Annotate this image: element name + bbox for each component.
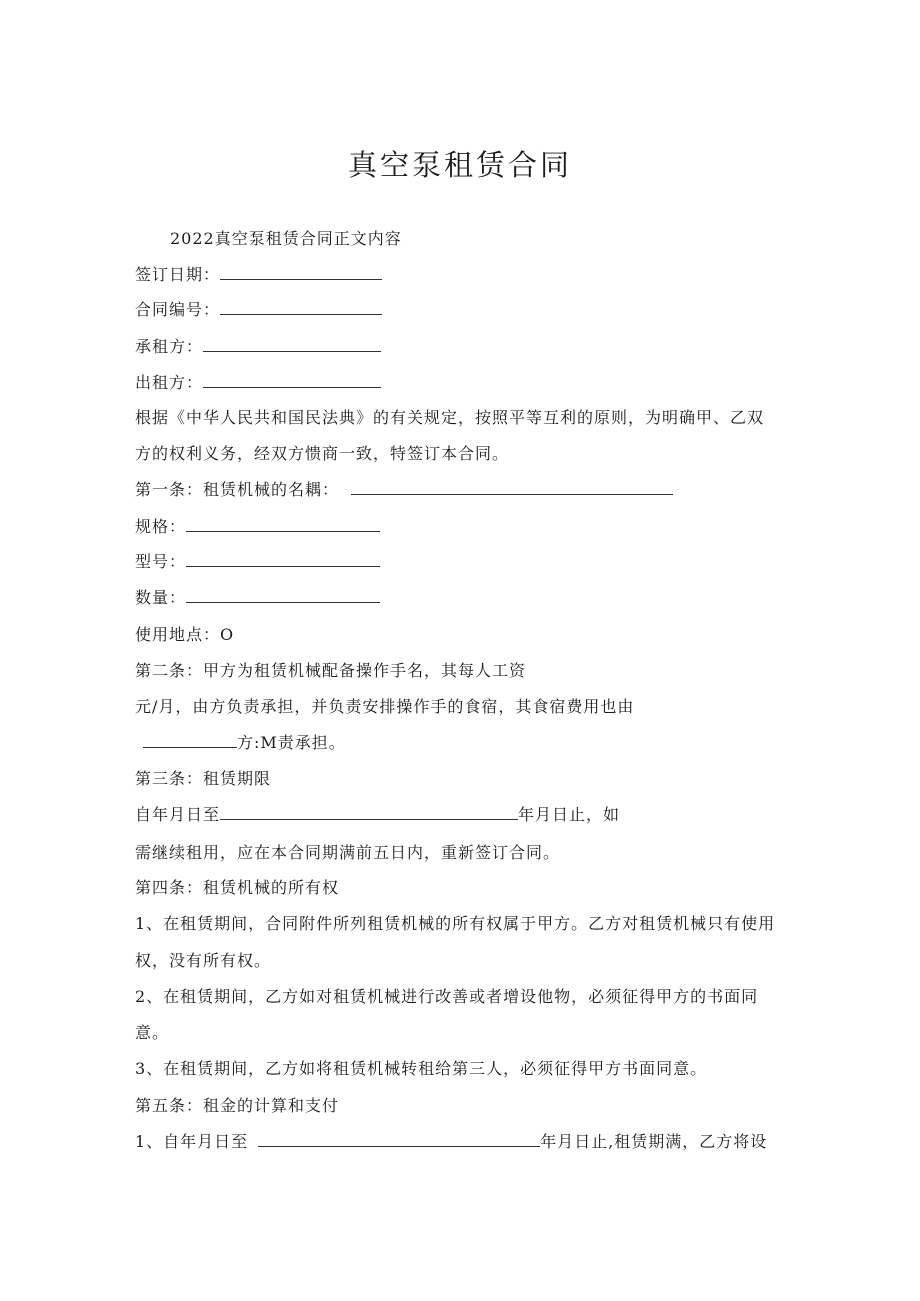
subtitle: 2022真空泵租赁合同正文内容 xyxy=(170,229,402,248)
article5-item1b: 年月日止,租赁期满，乙方将设 xyxy=(540,1132,768,1151)
spec-blank xyxy=(186,516,380,532)
sign-date-label: 签订日期： xyxy=(135,265,221,284)
rent-period-blank xyxy=(258,1131,540,1147)
lessor-row xyxy=(135,372,381,394)
sign-date-row xyxy=(135,264,382,286)
article4-item3: 3、在租赁期间，乙方如将租赁机械转租给第三人，必须征得甲方书面同意。 xyxy=(135,1059,708,1078)
article2-line-3-row xyxy=(143,732,346,754)
location-row: 使用地点：O xyxy=(135,625,235,644)
machine-name-blank xyxy=(351,479,673,495)
model-row xyxy=(135,551,380,573)
article2-line-1: 第二条：甲方为租赁机械配备操作手名，其每人工资 xyxy=(135,661,527,680)
article4-item2-line1: 2、在租赁期间，乙方如对租赁机械进行改善或者增设他物，必须征得甲方的书面同 xyxy=(135,987,759,1006)
lessee-row xyxy=(135,336,381,358)
model-label: 型号： xyxy=(135,552,187,571)
document-title: 真空泵租赁合同 xyxy=(347,148,572,182)
sign-date-blank xyxy=(220,264,382,280)
spec-row xyxy=(135,516,380,538)
article3-line-1-row xyxy=(135,804,620,826)
quantity-label: 数量： xyxy=(135,588,187,607)
article4-item1-line2: 权，没有所有权。 xyxy=(135,951,272,970)
article1-heading: 第一条：租赁机械的名耦： xyxy=(135,480,340,499)
intro-line-1: 根据《中华人民共和国民法典》的有关规定，按照平等互利的原则，为明确甲、乙双 xyxy=(135,408,765,427)
lessee-label: 承租方： xyxy=(135,337,204,356)
lease-period-blank xyxy=(220,804,518,820)
article3-line-1a: 自年月日至 xyxy=(135,805,221,824)
contract-no-label: 合同编号： xyxy=(135,300,221,319)
quantity-row xyxy=(135,587,380,609)
article2-line-2: 元/月，由方负责承担，并负责安排操作手的食宿，其食宿费用也由 xyxy=(135,697,635,716)
article4-item1-line1: 1、在租赁期间，合同附件所列租赁机械的所有权属于甲方。乙方对租赁机械只有使用 xyxy=(135,914,776,933)
article1-heading-row xyxy=(135,479,673,501)
contract-no-blank xyxy=(220,299,382,315)
article5-heading: 第五条：租金的计算和支付 xyxy=(135,1096,340,1115)
article3-line-2: 需继续租用，应在本合同期满前五日内，重新签订合同。 xyxy=(135,843,561,862)
article3-heading: 第三条：租赁期限 xyxy=(135,769,272,788)
article3-line-1b: 年月日止，如 xyxy=(518,805,621,824)
article4-item2-line2: 意。 xyxy=(135,1023,170,1042)
lessee-blank xyxy=(203,336,381,352)
article5-item1-row xyxy=(135,1131,767,1153)
contract-no-row xyxy=(135,299,382,321)
intro-line-2: 方的权利义务，经双方愦商一致，特签订本合同。 xyxy=(135,444,510,463)
lessor-label: 出租方： xyxy=(135,373,204,392)
lessor-blank xyxy=(203,372,381,388)
article4-heading: 第四条：租赁机械的所有权 xyxy=(135,878,340,897)
article2-line-3: 方:M责承担。 xyxy=(237,733,346,752)
responsible-party-blank xyxy=(143,732,237,748)
spec-label: 规格： xyxy=(135,517,187,536)
model-blank xyxy=(186,551,380,567)
article5-item1a: 1、自年月日至 xyxy=(135,1132,249,1151)
quantity-blank xyxy=(186,587,380,603)
